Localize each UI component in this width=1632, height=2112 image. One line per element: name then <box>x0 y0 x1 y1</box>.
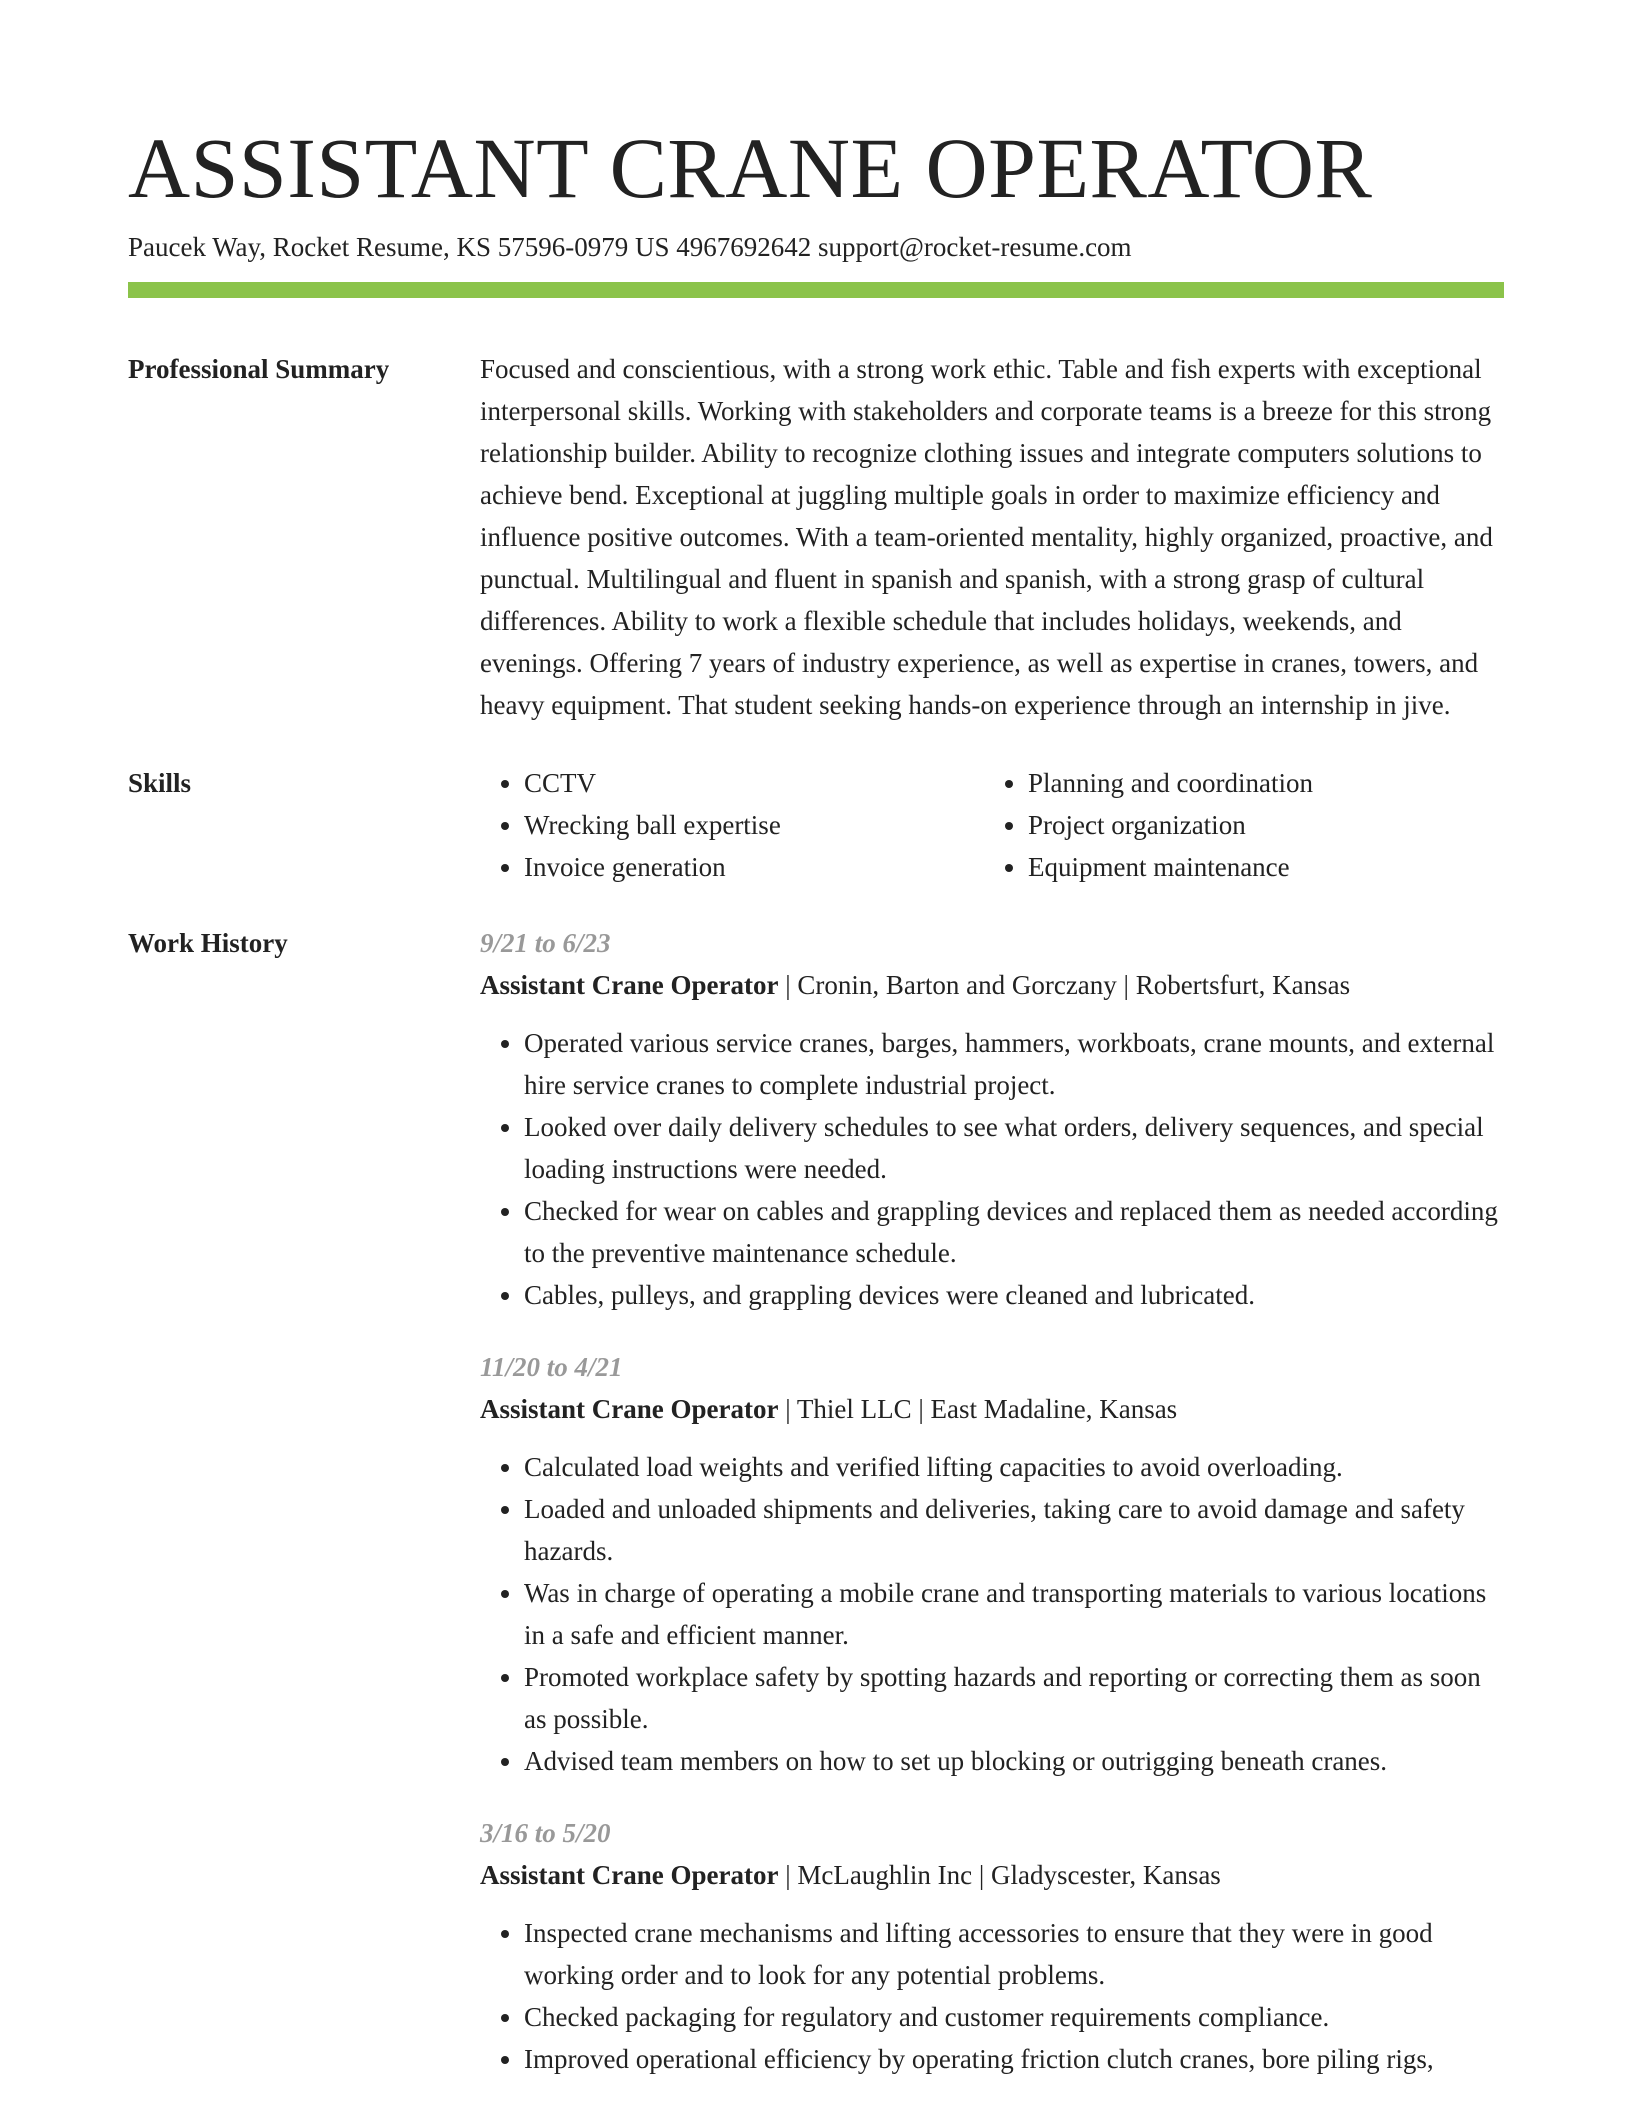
summary-label: Professional Summary <box>128 354 390 384</box>
contact-email: support@rocket-resume.com <box>818 232 1132 262</box>
contact-line <box>128 230 1504 264</box>
job-bullet: • Loaded and unloaded shipments and deliveries, taking care to avoid damage and safety hazards. <box>524 1488 1504 1572</box>
summary-text: Focused and conscientious, with a strong work ethic. Table and fish experts with exceptional interpersonal skills. Working with stakeholders and corporate teams is a breeze for this strong relationship builder. Ability to recognize clothing issues and integrate computers solutions to achieve bend. Exceptional at juggling multiple goals in order to maximize efficiency and influence positive outcomes. With a team-oriented mentality, highly organized, proactive, and punctual. Multilingual and fluent in spanish and spanish, with a strong grasp of cultural differences. Ability to work a flexible schedule that includes holidays, weekends, and evenings. Offering 7 years of industry experience, as well as expertise in cranes, towers, and heavy equipment. That student seeking hands-on experience through an internship in jive. <box>480 354 1493 720</box>
job-title: Assistant Crane Operator <box>480 970 779 1000</box>
job-heading <box>480 1388 1504 1430</box>
job-heading <box>480 964 1504 1006</box>
skill-item: • Planning and coordination <box>1028 762 1488 804</box>
job-bullet: • Improved operational efficiency by operating friction clutch cranes, bore piling rigs, <box>524 2038 1504 2080</box>
work-history-label: Work History <box>128 928 288 958</box>
job-bullet: • Inspected crane mechanisms and lifting accessories to ensure that they were in good working order and to look for any potential problems. <box>524 1912 1504 1996</box>
job-title: Assistant Crane Operator <box>480 1860 779 1890</box>
job-dates: 3/16 to 5/20 <box>480 1818 611 1848</box>
job-details: | Thiel LLC | East Madaline, Kansas <box>778 1394 1178 1424</box>
skill-item: • Wrecking ball expertise <box>524 804 984 846</box>
contact-address: Paucek Way, Rocket Resume, KS 57596-0979 US <box>128 232 670 262</box>
job-bullet: • Promoted workplace safety by spotting hazards and reporting or correcting them as soon as possible. <box>524 1656 1504 1740</box>
skill-item: • Invoice generation <box>524 846 984 888</box>
summary-content <box>480 348 1504 726</box>
contact-phone: 4967692642 <box>676 232 812 262</box>
skill-item: • Project organization <box>1028 804 1488 846</box>
skill-item: • CCTV <box>524 762 984 804</box>
job-heading <box>480 1854 1504 1896</box>
job-title: Assistant Crane Operator <box>480 1394 779 1424</box>
summary-section <box>128 348 1504 726</box>
job-details: | McLaughlin Inc | Gladyscester, Kansas <box>778 1860 1221 1890</box>
job-bullet: • Looked over daily delivery schedules to see what orders, delivery sequences, and special loading instructions were needed. <box>524 1106 1504 1190</box>
job-bullet: • Advised team members on how to set up blocking or outrigging beneath cranes. <box>524 1740 1504 1782</box>
resume-page <box>128 0 1504 2110</box>
header-divider <box>128 282 1504 298</box>
skills-label: Skills <box>128 768 192 798</box>
job-bullet: • Checked for wear on cables and grappling devices and replaced them as needed according to the preventive maintenance schedule. <box>524 1190 1504 1274</box>
skills-list-left <box>480 762 984 888</box>
job-entry <box>480 922 1504 1316</box>
job-bullets <box>480 1446 1504 1782</box>
skills-list-right <box>984 762 1488 888</box>
job-details: | Cronin, Barton and Gorczany | Robertsfurt, Kansas <box>778 970 1351 1000</box>
job-bullet: • Checked packaging for regulatory and customer requirements compliance. <box>524 1996 1504 2038</box>
job-dates: 11/20 to 4/21 <box>480 1352 623 1382</box>
job-entry <box>480 1812 1504 2080</box>
work-history-section <box>128 922 1504 2110</box>
resume-title: ASSISTANT CRANE OPERATOR <box>128 120 1373 216</box>
job-bullets <box>480 1022 1504 1316</box>
job-bullets <box>480 1912 1504 2080</box>
work-history-content <box>480 922 1504 2110</box>
job-entry <box>480 1346 1504 1782</box>
job-bullet: • Calculated load weights and verified lifting capacities to avoid overloading. <box>524 1446 1504 1488</box>
skills-content <box>480 762 1504 888</box>
job-dates: 9/21 to 6/23 <box>480 928 611 958</box>
job-bullet: • Cables, pulleys, and grappling devices were cleaned and lubricated. <box>524 1274 1504 1316</box>
skill-item: • Equipment maintenance <box>1028 846 1488 888</box>
job-bullet: • Operated various service cranes, barges, hammers, workboats, crane mounts, and external hire service cranes to complete industrial project. <box>524 1022 1504 1106</box>
skills-section <box>128 762 1504 888</box>
job-bullet: • Was in charge of operating a mobile crane and transporting materials to various locations in a safe and efficient manner. <box>524 1572 1504 1656</box>
